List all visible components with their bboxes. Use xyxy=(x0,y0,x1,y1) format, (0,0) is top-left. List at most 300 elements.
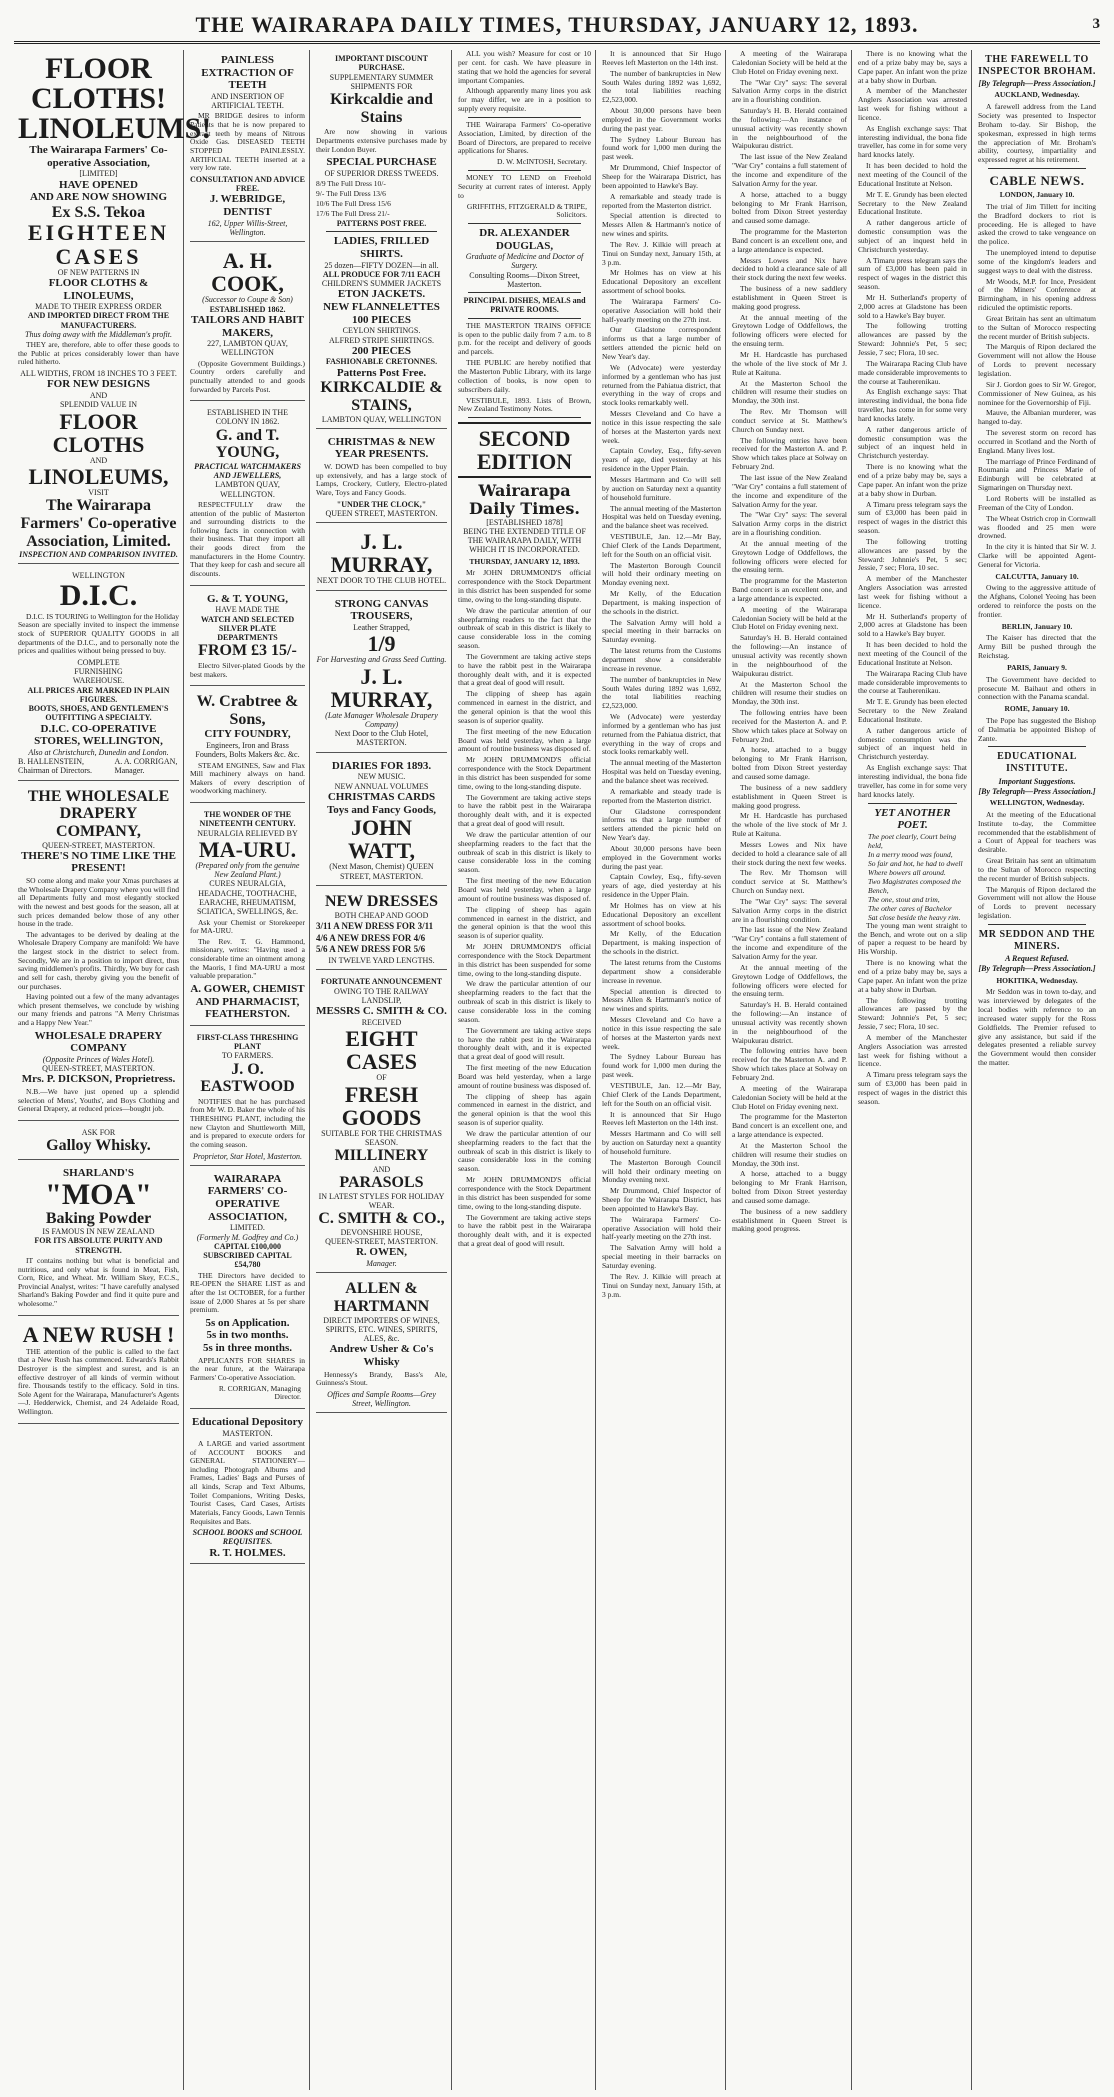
news-paragraph: VESTIBULE, 1893. Lists of Brown, New Zealand Testimony Notes. xyxy=(458,395,591,414)
news-paragraph: Captain Cowley, Esq., fifty-seven years of age, died yesterday at his residence in the Upper Plain. xyxy=(602,872,721,900)
poem-line: Where bowers all around. xyxy=(868,867,946,877)
news-paragraph: A Timaru press telegram says the sum of £3,000 has been paid in respect of wages in the district this season. xyxy=(858,255,967,292)
ad-text: IN LATEST STYLES FOR HOLIDAY WEAR. xyxy=(318,1191,445,1211)
article-credit: [By Telegraph—Press Association.] xyxy=(978,786,1096,796)
ad-subhead: CITY FOUNDRY, xyxy=(204,728,291,741)
article-paragraph: The trial of Jim Tillett for inciting the Bradford dockers to riot is proceeding. He is alleged to have asked the crowd to take vengeance on the police. xyxy=(978,201,1096,247)
news-paragraph: THE MASTERTON TRAINS OFFICE is open to the public daily from 7 a.m. to 8 p.m. for the receipt and delivery of goods and parcels. xyxy=(458,320,591,357)
ad-text: AND xyxy=(89,391,108,400)
article-paragraph: The Wheat Ostrich crop in Cornwall was flooded and 25 men were drowned. xyxy=(978,513,1096,541)
poem-line: The other cares of Bachelor xyxy=(868,903,952,913)
news-paragraph: MONEY TO LEND on Freehold Security at current rates of interest. Apply to xyxy=(458,172,591,200)
signature: GRIFFITHS, FITZGERALD & TRIPE, Solicitors. xyxy=(466,201,587,220)
notice-heading: DR. ALEXANDER DOUGLAS, xyxy=(479,226,570,252)
ad-text: FURNISHING xyxy=(74,667,123,677)
news-paragraph: The last issue of the New Zealand "War Cry" contains a full statement of the income and expenditure of the Salvation Army for the year. xyxy=(732,925,847,961)
ad-young-watches xyxy=(190,589,305,687)
ad-text: FLOOR CLOTHS & LINOLEUMS, xyxy=(48,276,149,302)
ad-subhead: NEW FLANNELETTES xyxy=(323,301,440,314)
news-paragraph: Special attention is directed to Messrs Allen & Hartmann's notice of new wines and spirits. xyxy=(602,986,721,1014)
ad-headline: FLOOR CLOTHS xyxy=(52,408,145,457)
price-list-item: 10/6 The Full Dress 15/6 xyxy=(316,199,391,209)
news-paragraph: The first meeting of the new Education Board was held yesterday, when a large amount of routine business was disposed of. xyxy=(458,876,591,903)
ad-kirkcaldie-stains xyxy=(316,50,447,429)
dateline: BERLIN, January 10. xyxy=(1001,621,1073,631)
column-5 xyxy=(598,50,726,2090)
ad-text: Thus doing away with the Middleman's profit. xyxy=(25,329,172,339)
ad-headline: A. H. COOK, xyxy=(211,248,284,297)
article-paragraph: The Government have decided to prosecute M. Baihaut and others in connection with the Panama scandal. xyxy=(978,674,1096,702)
ad-new-rush xyxy=(18,1319,179,1424)
ad-headline: G. and T. YOUNG, xyxy=(215,426,280,462)
ad-subhead: WHOLESALE DRAPERY COMPANY xyxy=(34,1029,163,1055)
dateline: LONDON, January 10. xyxy=(999,190,1075,200)
news-paragraph: The Wairarapa Farmers' Co-operative Association will hold their half-yearly meeting on the 27th inst. xyxy=(602,296,721,324)
ad-educational-depository xyxy=(190,1412,305,1564)
news-paragraph: The young man went straight to the Bench, and wrote out on a slip of paper a request to be heard by His Worship. xyxy=(858,920,967,957)
ad-body: D.I.C. IS TOURING to Wellington for the Holiday Season are specially invited to inspect the immense stock of SUPERIOR QUALITY GOODS in all departments of the D.I.C., and to personally note the prices and qualities without being pressed to buy. xyxy=(18,611,179,656)
news-paragraph: Mr Kelly, of the Education Department, is making inspection of the schools in the district. xyxy=(602,589,721,616)
ad-text: SUPPLEMENTARY SUMMER SHIPMENTS FOR xyxy=(329,72,434,91)
ad-headline: LINOLEUMS! xyxy=(18,112,212,145)
ad-text: PATTERNS POST FREE. xyxy=(336,219,427,229)
ad-tailor-cook xyxy=(190,245,305,401)
news-paragraph: The following trotting allowances are passed by the Steward: Johnnie's Pet, 5 sec; Jessie, 7 sec; Flora, 10 sec. xyxy=(858,536,967,573)
ad-subhead: 5s in two months. xyxy=(206,1329,289,1342)
ad-signatures xyxy=(18,757,179,776)
poem-line: So fair and hot, he had to dwell xyxy=(868,858,963,868)
ad-subhead: Toys and Fancy Goods, xyxy=(326,803,437,816)
ad-body: W. DOWD has been compelled to buy up extensively, and has a large stock of Lamps, Crockery, Cutlery, Electro-plated Ware, Toys and Fancy Goods. xyxy=(316,462,447,497)
news-paragraph: Saturday's H. B. Herald contained the following:—An instance of unusual activity was recently shown in the neighbourhood of the Waipukurau district. xyxy=(732,106,847,151)
ad-text: [LIMITED] xyxy=(79,169,118,179)
price-list-item: 8/9 The Full Dress 10/- xyxy=(316,179,386,189)
news-paragraph: The Sydney Labour Bureau has found work for 1,000 men during the past week. xyxy=(602,134,721,162)
news-paragraph: The Government are taking active steps to have the rabbit pest in the Wairarapa thoroughly dealt with, and it is expected that a great deal of good will result. xyxy=(458,651,591,688)
ad-text: LAMBTON QUAY, WELLINGTON xyxy=(321,414,442,424)
poem-line: Two Magistrates composed the Bench, xyxy=(868,876,961,895)
price-list-item: 9/- The Full Dress 13/6 xyxy=(316,189,386,199)
news-paragraph: The annual meeting of the Masterton Hospital was held on Tuesday evening, and the balance sheet was received. xyxy=(602,503,722,531)
news-paragraph: The last issue of the New Zealand "War Cry" contains a full statement of the income and expenditure of the Salvation Army for the year. xyxy=(732,152,847,188)
ad-headline: EIGHTEEN CASES xyxy=(27,220,170,269)
ad-subhead: D.I.C. CO-OPERATIVE STORES, WELLINGTON, xyxy=(34,722,163,748)
notice-text: [ESTABLISHED 1878] xyxy=(486,517,563,527)
news-paragraph: The clipping of sheep has again commenced in earnest in the district, and the general opinion is that the wool this season is of superior quality. xyxy=(458,1091,591,1128)
ad-smith-co xyxy=(316,973,447,1273)
news-paragraph: Mr Drummond, Chief Inspector of Sheep for the Wairarapa District, has been appointed to Hawke's Bay. xyxy=(602,163,721,190)
news-paragraph: Mr T. E. Grundy has been elected Secretary to the New Zealand Educational Institute. xyxy=(858,189,967,217)
ad-text: Engineers, Iron and Brass Founders, Bolts Makers &c. &c. xyxy=(195,740,300,760)
news-paragraph: The business of a new saddlery establishment in Queen Street is making good progress. xyxy=(732,284,847,311)
ad-subhead: The Wairarapa Farmers' Co-operative Association, xyxy=(29,144,168,169)
ad-text: MADE TO THEIR EXPRESS ORDER xyxy=(35,302,162,312)
news-paragraph: It has been decided to hold the next meeting of the Council of the Educational Institute at Nelson. xyxy=(858,640,967,667)
ad-headline: "MOA" xyxy=(45,1177,152,1211)
news-paragraph: The Rev. J. Kilkie will preach at Tinui on Sunday next, January 15th, at 3 p.m. xyxy=(602,1271,721,1299)
news-paragraph: A Timaru press telegram says the sum of £3,000 has been paid in respect of wages in the district this season. xyxy=(858,499,967,536)
ad-subhead: 200 PIECES xyxy=(352,344,411,357)
news-paragraph: Mr Drummond, Chief Inspector of Sheep for the Wairarapa District, has been appointed to Hawke's Bay. xyxy=(602,1186,721,1213)
ad-text: RECEIVED xyxy=(361,1017,402,1027)
poem-title: YET ANOTHER POET. xyxy=(874,806,951,832)
article-paragraph: Great Britain has sent an ultimatum to the Sultan of Morocco respecting the recent murder of British subjects. xyxy=(978,313,1096,341)
news-paragraph: A remarkable and steady trade is reported from the Masterton district. xyxy=(602,191,721,210)
ad-subhead: A. GOWER, CHEMIST AND PHARMACIST, FEATHERSTON. xyxy=(190,982,305,1021)
article-paragraph: Owing to the aggressive attitude of the Afghans, Colonel Yeoing has been ordered to reinforce the posts on the frontier. xyxy=(978,583,1096,619)
column-7 xyxy=(854,50,972,2090)
ad-text: ALL PRICES ARE MARKED IN PLAIN FIGURES. xyxy=(27,685,170,704)
ad-headline: D.I.C. xyxy=(59,578,138,612)
ad-subhead: TAILORS AND HABIT MAKERS, xyxy=(191,313,304,339)
ad-text: FORTUNATE ANNOUNCEMENT xyxy=(320,977,443,987)
news-paragraph: Mr H. Hardcastle has purchased the whole of the live stock of Mr J. Rule at Kaituna. xyxy=(732,811,847,839)
ad-body: MR BRIDGE desires to inform Patients that he is now prepared to extract teeth by means of Nitrous Oxide Gas. DISEASED TEETH STOPPED PAINLESSLY. ARTIFICIAL TEETH inserted at a very low rate. xyxy=(190,111,305,173)
news-paragraph: The Masterton Borough Council will hold their ordinary meeting on Monday evening next. xyxy=(602,560,721,588)
ad-headline: Baking Powder xyxy=(45,1209,152,1227)
ad-text: FASHIONABLE CRETONNES. xyxy=(325,357,438,367)
ad-text: SHARLAND'S xyxy=(63,1166,134,1179)
ad-headline: EIGHT CASES xyxy=(345,1026,418,1075)
ad-body: A LARGE and varied assortment of ACCOUNT BOOKS and GENERAL STATIONERY—including Photograph Albums and Frames, Ladies' Bags and Purses of all kinds, Scrap and Text Albums, Toilet Companions, Writing Desks, Tourist Cases, Card Cases, Artists Materials, Fancy Goods, Lawn Tennis Requisites and Bats. xyxy=(190,1438,305,1526)
news-paragraph: The Rev. J. Kilkie will preach at Tinui on Sunday next, January 15th, at 3 p.m. xyxy=(602,239,721,267)
ad-murray-trousers xyxy=(316,594,447,753)
ad-headline: J. O. EASTWOOD xyxy=(200,1060,295,1096)
article-paragraph: The marriage of Prince Ferdinand of Roumania and Princess Marie of Edinburgh will be celebrated at Sigmaringen on Thursday next. xyxy=(978,456,1096,493)
ad-text: (Formerly M. Godfrey and Co.) xyxy=(196,1232,299,1242)
ad-text: Also at Christchurch, Dunedin and London. xyxy=(28,747,169,757)
poem-line: The one, stout and trim, xyxy=(868,894,940,904)
ad-headline: THE WHOLESALE DRAPERY COMPANY, xyxy=(27,787,170,840)
page-number: 3 xyxy=(1092,16,1100,32)
news-paragraph: The "War Cry" says: The several Salvation Army corps in the district are in a flourishing condition. xyxy=(732,77,847,105)
news-paragraph: A meeting of the Wairarapa Caledonian Society will be held at the Club Hotel on Friday evening next. xyxy=(732,49,847,76)
article-paragraph: Mauve, the Albanian murderer, was hanged to-day. xyxy=(978,408,1096,427)
poem-line: Sat close beside the heavy rim. xyxy=(868,912,961,922)
ad-body: Hennessy's Brandy, Bass's Ale, Guinness's Stout. xyxy=(316,1369,447,1388)
ad-moa-baking-powder xyxy=(18,1163,179,1316)
news-paragraph: About 30,000 persons have been employed in the Government works during the past year. xyxy=(602,843,721,871)
ad-text: ASK FOR xyxy=(81,1128,116,1137)
signature: A. A. CORRIGAN, Manager. xyxy=(114,757,178,776)
news-paragraph: As English exchange says: That interesting individual, the bona fide traveller, has come in for some very hard knocks lately. xyxy=(858,123,967,160)
ad-text: For Harvesting and Grass Seed Cutting. xyxy=(316,655,447,665)
news-paragraph: We draw the particular attention of our sheepfarming readers to the fact that the outbreak of scab in this district is likely to cause considerable loss in the coming season. xyxy=(458,1128,591,1174)
article-paragraph: Great Britain has sent an ultimatum to the Sultan of Morocco respecting the recent murder of British subjects. xyxy=(978,856,1096,883)
ad-text: AND INSERTION OF ARTIFICIAL TEETH. xyxy=(210,91,285,111)
editorial-masthead: Wairarapa Daily Times. xyxy=(469,481,580,518)
notice-text: PRINCIPAL DISHES, MEALS and PRIVATE ROOMS. xyxy=(463,296,586,315)
news-paragraph: At the Masterton School the children will resume their studies on Monday, the 30th inst. xyxy=(732,679,847,707)
ad-headline: ALLEN & HARTMANN xyxy=(333,1280,430,1315)
ad-crabtree xyxy=(190,689,305,803)
news-paragraph: As English exchange says: That interesting individual, the bona fide traveller, has come in for some very hard knocks lately. xyxy=(858,387,967,423)
ad-subhead: LADIES, FRILLED SHIRTS. xyxy=(333,235,430,260)
ad-text: WAREHOUSE. xyxy=(72,676,125,686)
ad-text: QUEEN-STREET, MASTERTON. xyxy=(42,1064,155,1074)
ad-subhead: R. T. HOLMES. xyxy=(209,1546,286,1559)
news-paragraph: The Sydney Labour Bureau has found work for 1,000 men during the past week. xyxy=(602,1052,721,1080)
ad-ma-uru xyxy=(190,806,305,1026)
ad-text: FOR ITS ABSOLUTE PURITY AND STRENGTH. xyxy=(34,1236,163,1255)
dateline: ROME, January 10. xyxy=(1004,704,1070,714)
ad-body: (Opposite Government Buildings.) Country orders carefully and punctually attended to and goods forwarded by Parcels Post. xyxy=(190,358,305,394)
ad-body: SO come along and make your Xmas purchases at the Wholesale Drapery Company where you will find all Departments fully and most elegantly stocked with the newest and best goods for the season, all at such prices demanded below those of any other house in the trade. xyxy=(18,876,179,929)
ad-headline: FLOOR CLOTHS! xyxy=(30,52,167,115)
news-paragraph: Messrs Lowes and Nix have decided to hold a clearance sale of all their stock during the next few weeks. xyxy=(732,255,847,283)
news-paragraph: Messrs Hartmann and Co will sell by auction on Saturday next a quantity of household furniture. xyxy=(602,1129,721,1156)
article-heading: CABLE NEWS. xyxy=(989,173,1085,189)
price-list-item: 4/6 A NEW DRESS FOR 4/6 xyxy=(316,932,426,943)
ad-text: Leather Strapped, xyxy=(353,622,410,632)
news-paragraph: A rather dangerous article of domestic consumption was the subject of an inquest held in Christchurch yesterday. xyxy=(858,725,967,762)
news-paragraph: The number of bankruptcies in New South Wales during 1892 was 1,692, the total liabilities reaching £2,523,000. xyxy=(602,674,721,711)
news-paragraph: THE PUBLIC are hereby notified that the Masterton Public Library, with its large collection of books, is now open to subscribers daily. xyxy=(458,358,591,394)
news-paragraph: A meeting of the Wairarapa Caledonian Society will be held at the Club Hotel on Friday evening next. xyxy=(732,604,847,632)
news-paragraph: Mr JOHN DRUMMOND'S official correspondence with the Stock Department in this district has been suspended for some time, owing to the long-standing dispute. xyxy=(458,568,591,604)
news-paragraph: The following trotting allowances are passed by the Steward: Johnnie's Pet, 5 sec; Jessie, 7 sec; Flora, 10 sec. xyxy=(858,995,967,1032)
ad-text: (Next Mason, Chemist) QUEEN STREET, MASTERTON. xyxy=(329,862,434,881)
dateline: WELLINGTON, Wednesday. xyxy=(989,798,1085,808)
news-paragraph: The Salvation Army will hold a special meeting in their barracks on Saturday evening. xyxy=(602,617,721,645)
news-paragraph: Saturday's H. B. Herald contained the following:—An instance of unusual activity was recently shown in the neighbourhood of the Waipukurau district. xyxy=(732,633,847,678)
news-paragraph: The following entries have been received for the Masterton A. and P. Show which takes place at Solway on February 2nd. xyxy=(732,435,847,472)
ad-text: AND IMPORTED DIRECT FROM THE MANUFACTURERS. xyxy=(27,311,170,330)
news-paragraph: The last issue of the New Zealand "War Cry" contains a full statement of the income and expenditure of the Salvation Army for the year. xyxy=(732,472,847,509)
article-paragraph: The Kaiser has directed that the Army Bill be pushed through the Reichstag. xyxy=(978,633,1096,661)
ad-text: DIRECT IMPORTERS OF WINES, SPIRITS, ETC. WINES, SPIRITS, ALES, &c. xyxy=(323,1315,440,1344)
news-paragraph: The latest returns from the Customs department show a considerable increase in revenue. xyxy=(602,646,721,673)
dateline: CALCUTTA, January 10. xyxy=(995,571,1079,581)
ad-headline: KIRKCALDIE & STAINS, xyxy=(320,379,443,414)
news-paragraph: The number of bankruptcies in New South Wales during 1892 was 1,692, the total liabilities reaching £2,523,000. xyxy=(602,68,721,105)
ad-wholesale-drapery xyxy=(18,784,179,1121)
ad-text: ALL WIDTHS, FROM 18 INCHES TO 3 FEET. xyxy=(20,369,177,379)
news-paragraph: The annual meeting of the Masterton Hospital was held on Tuesday evening, and the balance sheet was received. xyxy=(602,758,722,785)
ad-subhead: R. OWEN, xyxy=(355,1246,408,1259)
ad-john-watt xyxy=(316,756,447,886)
news-paragraph: At the annual meeting of the Greytown Lodge of Oddfellows, the following officers were elected for the ensuing term. xyxy=(732,538,847,575)
news-paragraph: A horse, attached to a buggy belonging to Mr Frank Harrison, bolted from Dixon Street yesterday and caused some damage. xyxy=(732,1169,847,1205)
news-paragraph: Mr H. Sutherland's property of 2,000 acres at Gladstone has been sold to a Hawke's Bay buyer. xyxy=(858,292,967,320)
article-paragraph: Sir J. Gordon goes to Sir W. Gregor, Commissioner of New Guinea, as his nominee for the Governorship of Fiji. xyxy=(978,379,1096,407)
news-paragraph: A meeting of the Wairarapa Caledonian Society will be held at the Club Hotel on Friday evening next. xyxy=(732,1083,847,1111)
poem-line: In a merry mood was found, xyxy=(868,849,953,859)
ad-body: NOTIFIES that he has purchased from Mr W. D. Baker the whole of his THRESHING PLANT, including the new Clayton and Shuttleworth Mill, and is prepared to execute orders for the coming season. xyxy=(190,1096,305,1149)
signature: B. HALLENSTEIN, Chairman of Directors. xyxy=(18,757,92,776)
article-paragraph: The severest storm on record has occurred in Scotland and the North of England. Many lives lost. xyxy=(978,428,1096,455)
ad-text: ESTABLISHED IN THE COLONY IN 1862. xyxy=(207,408,288,427)
column-1 xyxy=(14,50,212,2090)
news-paragraph: Mr H. Hardcastle has purchased the whole of the live stock of Mr J. Rule at Kaituna. xyxy=(732,350,847,377)
ad-headline: J. L. MURRAY, xyxy=(330,663,433,712)
ad-body: STEAM ENGINES, Saw and Flax Mill machinery always on hand. Makers of every description of woodworking machinery. xyxy=(190,760,305,796)
news-paragraph: The Wairarapa Racing Club have made considerable improvements to the course at Tauherenikau. xyxy=(858,668,967,696)
ad-subhead: J. WEBRIDGE, DENTIST xyxy=(209,193,286,218)
ad-text: Proprietor, Star Hotel, Masterton. xyxy=(192,1151,303,1161)
signature: R. CORRIGAN, Managing Director. xyxy=(218,1383,301,1402)
ad-headline: LINOLEUMS, xyxy=(28,463,169,489)
ad-body: APPLICANTS FOR SHARES in the near future, at the Wairarapa Farmers' Co-operative Association. xyxy=(190,1355,305,1382)
dress-price-list xyxy=(316,921,447,955)
ad-text: OF xyxy=(376,1073,387,1083)
news-paragraph: Mr H. Sutherland's property of 2,000 acres at Gladstone has been sold to a Hawke's Bay buyer. xyxy=(858,611,967,639)
news-paragraph: A rather dangerous article of domestic consumption was the subject of an inquest held in Christchurch yesterday. xyxy=(858,218,967,254)
ad-text: CEYLON SHIRTINGS. xyxy=(342,326,421,336)
ad-dowd-presents xyxy=(316,432,447,523)
news-paragraph: The Wairarapa Racing Club have made considerable improvements to the course at Tauherenikau. xyxy=(858,358,967,386)
article-paragraph: In the city it is hinted that Sir W. J. Clarke will be appointed Agent-General for Victoria. xyxy=(978,542,1096,569)
ad-text: SUITABLE FOR THE CHRISTMAS SEASON. xyxy=(321,1128,442,1148)
news-paragraph: Our Gladstone correspondent informs us that a large number of settlers attended the picnic held on New Year's day. xyxy=(602,806,721,843)
news-paragraph: A horse, attached to a buggy belonging to Mr Frank Harrison, bolted from Dixon Street yesterday and caused some damage. xyxy=(732,189,847,226)
news-paragraph: The Masterton Borough Council will hold their ordinary meeting on Monday evening next. xyxy=(602,1157,721,1185)
article-paragraph: The unemployed intend to deputise some of the kingdom's leaders and suggest ways to deal with the distress. xyxy=(978,248,1096,275)
column-6 xyxy=(728,50,852,2090)
ad-text: IS FAMOUS IN NEW ZEALAND xyxy=(42,1227,155,1237)
news-paragraph: Although apparently many lines you ask for may differ, we are in a position to supply every requisite. xyxy=(458,86,591,114)
news-paragraph: Mr Holmes has on view at his Educational Depository an excellent assortment of school books. xyxy=(602,900,721,928)
masthead-title: THE WAIRARAPA DAILY TIMES, THURSDAY, JANUARY 12, 1893. xyxy=(195,12,919,37)
ad-body: THE Directors have decided to RE-OPEN the SHARE LIST as and after the 1st OCTOBER, for a further issue of 2,000 Shares at 5s per share premium. xyxy=(190,1270,305,1315)
article-paragraph: Lord Roberts will be installed as Freeman of the City of London. xyxy=(978,493,1096,512)
ad-body: RESPECTFULLY draw the attention of the public of Masterton and surrounding districts to the following facts in connection with their business. That they import all their goods direct from the manufacturers in the Home Country. That they keep for cash and secure all discounts. xyxy=(190,499,305,578)
article-subheading: Important Suggestions. xyxy=(998,776,1076,786)
ad-text: THE WONDER OF THE NINETEENTH CENTURY. xyxy=(199,810,296,829)
ad-text: BOOTS, SHOES, AND GENTLEMEN'S OUTFITTING A SPECIALTY. xyxy=(28,704,169,723)
news-paragraph: At the Masterton School the children will resume their studies on Monday, the 30th inst. xyxy=(732,1140,847,1168)
ad-text: SUBSCRIBED CAPITAL £54,780 xyxy=(203,1251,292,1270)
news-paragraph: The Wairarapa Farmers' Co-operative Association will hold their half-yearly meeting on the 27th inst. xyxy=(602,1214,721,1242)
news-paragraph: A member of the Manchester Anglers Association was arrested last week for fishing without a licence. xyxy=(858,1032,967,1069)
ad-threshing xyxy=(190,1029,305,1166)
ad-subhead: SPECIAL PURCHASE xyxy=(326,156,437,169)
ad-text: 25 dozen—FIFTY DOZEN—in all. xyxy=(324,260,439,270)
dateline: PARIS, January 9. xyxy=(1007,663,1067,672)
dateline: HOKITIKA, Wednesday. xyxy=(996,975,1078,985)
ad-body: Ask your Chemist or Storekeeper for MA-URU. xyxy=(190,917,305,936)
news-paragraph: A member of the Manchester Anglers Association was arrested last week for fishing without a licence. xyxy=(858,86,967,122)
ad-text: Mrs. P. DICKSON, Proprietress. xyxy=(21,1073,176,1086)
news-paragraph: A horse, attached to a buggy belonging to Mr Frank Harrison, bolted from Dixon Street yesterday and caused some damage. xyxy=(732,745,847,781)
ad-subhead: DIARIES FOR 1893. xyxy=(331,759,432,772)
dateline: AUCKLAND, Wednesday. xyxy=(994,90,1080,100)
ad-headline: JOHN WATT, xyxy=(347,815,416,864)
ad-text: NEXT DOOR TO THE CLUB HOTEL. xyxy=(316,576,447,586)
ad-body: The Rev. T. G. Hammond, missionary, writes: "Having used a considerable time an ointment among the Maoris, I find MA-URU a most valuable preparation." xyxy=(190,936,305,981)
news-paragraph: The programme for the Masterton Band concert is an excellent one, and a large attendance is expected. xyxy=(732,1112,847,1140)
ad-text: ALL PRODUCE FOR 7/11 EACH xyxy=(322,269,441,279)
article-heading: MR SEDDON AND THE MINERS. xyxy=(978,928,1096,952)
news-paragraph: A remarkable and steady trade is reported from the Masterton district. xyxy=(602,786,721,805)
ad-young-jewellers xyxy=(190,404,305,585)
article-credit: [By Telegraph—Press Association.] xyxy=(978,79,1096,89)
ad-galloy-whisky xyxy=(18,1124,179,1160)
news-paragraph: The business of a new saddlery establishment in Queen Street is making good progress. xyxy=(732,782,847,810)
ad-text: NEURALGIA RELIEVED BY xyxy=(197,828,298,838)
ad-headline: W. Crabtree & Sons, xyxy=(196,693,299,728)
ad-subhead: G. & T. YOUNG, xyxy=(206,592,289,605)
news-paragraph: Mr T. E. Grundy has been elected Secretary to the New Zealand Educational Institute. xyxy=(858,697,967,724)
news-paragraph: At the annual meeting of the Greytown Lodge of Oddfellows, the following officers were elected for the ensuing term. xyxy=(732,312,847,349)
ad-text: IMPORTANT DISCOUNT PURCHASE. xyxy=(335,54,428,73)
news-paragraph: Mr JOHN DRUMMOND'S official correspondence with the Stock Department in this district has been suspended for some time, owing to the long-standing dispute. xyxy=(458,755,591,791)
news-paragraph: The business of a new saddlery establishment in Queen Street is making good progress. xyxy=(732,1206,847,1234)
ad-text: PRACTICAL WATCHMAKERS AND JEWELLERS, xyxy=(194,461,301,481)
ad-subhead: CHRISTMAS CARDS xyxy=(327,790,436,803)
ad-text: HAVE OPENED xyxy=(59,178,138,191)
ad-headline: J. L. MURRAY, xyxy=(330,529,433,578)
ad-text: OWING TO THE RAILWAY LANDSLIP, xyxy=(334,986,429,1005)
news-paragraph: Messrs Hartmann and Co will sell by auction on Saturday next a quantity of household furniture. xyxy=(602,474,721,502)
ad-text: CHILDREN'S SUMMER JACKETS xyxy=(321,279,442,289)
ad-subhead: ETON JACKETS. xyxy=(337,288,426,301)
news-paragraph: Mr JOHN DRUMMOND'S official correspondence with the Stock Department in this district has been suspended for some time, owing to the long-standing dispute. xyxy=(458,1175,591,1211)
news-paragraph: Messrs Cleveland and Co have a notice in this issue respecting the sale of horses at the Masterton yards next week. xyxy=(602,1015,721,1051)
notice-text: BEING THE EXTENDED TITLE OF THE WAIRARAPA DAILY, WITH WHICH IT IS INCORPORATED. xyxy=(463,526,586,555)
news-paragraph: The clipping of sheep has again commenced in earnest in the district, and the general opinion is that the wool this season is of superior quality. xyxy=(458,689,591,725)
news-paragraph: We (Advocate) were yesterday informed by a gentleman who has just returned from the Pahiatua district, that everything in the way of crops and stock looks remarkably well. xyxy=(602,362,721,408)
ad-subhead: 100 PIECES xyxy=(352,313,411,326)
news-paragraph: The clipping of sheep has again commenced in earnest in the district, and the general opinion is that the wool this season is of superior quality. xyxy=(458,904,591,941)
ad-text: "UNDER THE CLOCK," xyxy=(336,499,427,509)
ad-body: N.B.—We have just opened up a splendid selection of Mens', Youths', and Boys Clothing and General Drapery, at reduced prices—bought job. xyxy=(18,1087,179,1114)
news-paragraph: As English exchange says: That interesting individual, the bona fide traveller, has come in for some very hard knocks lately. xyxy=(858,763,967,799)
column-3 xyxy=(312,50,452,2090)
ad-text: QUEEN-STREET, MASTERTON. xyxy=(325,1237,438,1247)
ad-text: ALFRED STRIPE SHIRTINGS. xyxy=(328,335,435,345)
news-paragraph: The first meeting of the new Education Board was held yesterday, when a large amount of routine business was disposed of. xyxy=(458,1063,591,1090)
ad-headline: A NEW RUSH ! xyxy=(22,1321,175,1347)
ad-text: (Opposite Princes of Wales Hotel). xyxy=(42,1054,155,1064)
ad-dentist xyxy=(190,50,305,242)
ad-headline: CHRISTMAS & NEW YEAR PRESENTS. xyxy=(327,435,436,461)
ad-text: HAVE MADE THE xyxy=(215,605,280,615)
news-paragraph: Mr Kelly, of the Education Department, is making inspection of the schools in the district. xyxy=(602,929,721,957)
news-paragraph: Captain Cowley, Esq., fifty-seven years of age, died yesterday at his residence in the Upper Plain. xyxy=(602,446,721,474)
news-paragraph: The Salvation Army will hold a special meeting in their barracks on Saturday evening. xyxy=(602,1243,721,1270)
ad-text: BOTH CHEAP AND GOOD xyxy=(334,910,429,920)
news-paragraph: Saturday's H. B. Herald contained the following:—An instance of unusual activity was recently shown in the neighbourhood of the Waipukurau district. xyxy=(732,1000,847,1045)
poem-line: The poet clearly, Court being held, xyxy=(868,831,957,850)
ad-text: CONSULTATION AND ADVICE FREE. xyxy=(190,174,305,194)
ad-headline: MA-URU. xyxy=(198,836,297,862)
news-paragraph: At the Masterton School the children will resume their studies on Monday, the 30th inst. xyxy=(732,378,847,406)
signature: D. W. McINTOSH, Secretary. xyxy=(497,157,587,167)
ad-text: (Late Manager Wholesale Drapery Company) xyxy=(325,710,438,729)
news-paragraph: The Government are taking active steps to have the rabbit pest in the Wairarapa thoroughly dealt with, and it is expected that a great deal of good will result. xyxy=(458,1212,591,1249)
article-paragraph: Mr Seddon was in town to-day, and was interviewed by delegates of the local bodies with reference to an increased water supply for the Ross Goldfields. The Premier refused to give any assistance, but said if the delegates presented a reliable survey the Government would then consider the matter. xyxy=(978,987,1096,1068)
ad-body: Are now showing in various Departments extensive purchases made by their London Buyer. xyxy=(316,127,447,154)
ad-headline: FROM £3 15/- xyxy=(198,642,297,660)
ad-murray-1 xyxy=(316,526,447,590)
ad-headline: Galloy Whisky. xyxy=(46,1137,151,1155)
price-list-item: 17/6 The Full Dress 21/- xyxy=(316,209,390,219)
ad-text: 162, Upper Willis-Street, Wellington. xyxy=(207,218,288,237)
ad-text: CURES NEURALGIA, HEADACHE, TOOTHACHE, EARACHE, RHEUMATISM, SCIATICA, SWELLINGS, &c. xyxy=(196,879,299,917)
ad-text: SPLENDID VALUE IN xyxy=(59,400,138,410)
news-paragraph: The following trotting allowances are passed by the Steward: Johnnie's Pet, 5 sec; Jessie, 7 sec; Flora, 10 sec. xyxy=(858,321,967,357)
news-paragraph: ALL you wish? Measure for cost or 10 per cent. for cash. We have pleasure in stating that we hold the agencies for several important Companies. xyxy=(458,49,591,85)
news-paragraph: There is no knowing what the end of a prize baby may be, says a Cape paper. An infant won the prize at a baby show in Durban. xyxy=(858,958,967,994)
ad-text: AND xyxy=(89,455,108,465)
column-8 xyxy=(974,50,1100,2090)
news-paragraph: Our Gladstone correspondent informs us that a large number of settlers attended the picnic held on New Year's day. xyxy=(602,325,721,361)
ad-text: DEVONSHIRE HOUSE, xyxy=(340,1227,423,1237)
news-paragraph: Messrs Lowes and Nix have decided to hold a clearance sale of all their stock during the next few weeks. xyxy=(732,839,847,867)
news-paragraph: Mr Holmes has on view at his Educational Depository an excellent assortment of school books. xyxy=(602,268,721,296)
news-paragraph: At the annual meeting of the Greytown Lodge of Oddfellows, the following officers were elected for the ensuing term. xyxy=(732,962,847,999)
